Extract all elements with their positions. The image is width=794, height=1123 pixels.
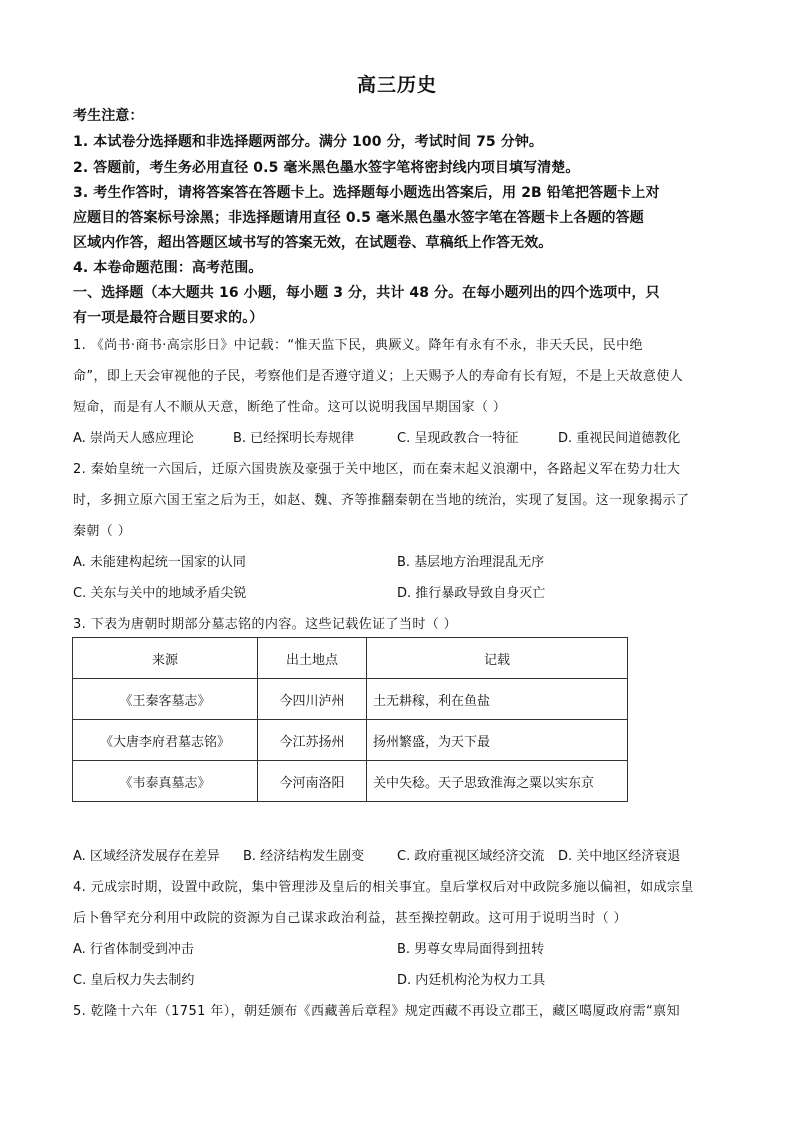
q4-option-a[interactable]: A. 行省体制受到冲击 [73,942,194,957]
q2-option-c[interactable]: C. 关东与关中的地域矛盾尖锐 [73,586,247,601]
table-cell: 关中失稔。天子思致淮海之粟以实东京 [367,761,628,802]
notice-item-1: 1. 本试卷分选择题和非选择题两部分。满分 100 分，考试时间 75 分钟。 [73,134,544,150]
q4-option-b[interactable]: B. 男尊女卑局面得到扭转 [397,942,545,957]
table-cell: 土无耕稼，利在鱼盐 [367,679,628,720]
table-header-cell: 出土地点 [258,638,367,679]
table-cell: 今四川泸州 [258,679,367,720]
table-cell: 《大唐李府君墓志铭》 [73,720,258,761]
q3-option-a[interactable]: A. 区域经济发展存在差异 [73,849,220,864]
q1-option-d[interactable]: D. 重视民间道德教化 [558,431,681,446]
q3-option-b[interactable]: B. 经济结构发生剧变 [243,849,365,864]
q1-option-a[interactable]: A. 崇尚天人感应理论 [73,431,194,446]
q2-stem-line-2: 时，多拥立原六国王室之后为王，如赵、魏、齐等推翻秦朝在当地的统治，实现了复国。这一现象揭示了 [73,493,690,508]
table-header-cell: 记载 [367,638,628,679]
section-heading-line-2: 有一项是最符合题目要求的。） [73,310,264,326]
q4-option-c[interactable]: C. 皇后权力失去制约 [73,973,195,988]
q3-stem: 3. 下表为唐朝时期部分墓志铭的内容。这些记载佐证了当时（ ） [73,617,458,632]
table-cell: 扬州繁盛，为天下最 [367,720,628,761]
table-header-row [73,638,628,679]
table-row [73,679,628,720]
table-cell: 《韦泰真墓志》 [73,761,258,802]
q1-stem-line-3: 短命，而是有人不顺从天意，断绝了性命。这可以说明我国早期国家（ ） [73,400,507,415]
notice-item-3-cont-1: 应题目的答案标号涂黑；非选择题请用直径 0.5 毫米黑色墨水签字笔在答题卡上各题的答题 [73,210,644,226]
notice-item-4: 4. 本卷命题范围：高考范围。 [73,260,263,276]
q1-stem-line-1: 1. 《尚书·商书·高宗肜日》中记载：“惟天监下民，典厥义。降年有永有不永，非天夭民，民中绝 [73,338,643,353]
q1-option-c[interactable]: C. 呈现政教合一特征 [397,431,519,446]
q3-option-d[interactable]: D. 关中地区经济衰退 [558,849,681,864]
q2-option-b[interactable]: B. 基层地方治理混乱无序 [397,555,545,570]
q2-stem-line-1: 2. 秦始皇统一六国后，迁原六国贵族及豪强于关中地区，而在秦末起义浪潮中，各路起义军在势力壮大 [73,462,681,477]
notice-item-2: 2. 答题前，考生务必用直径 0.5 毫米黑色墨水签字笔将密封线内项目填写清楚。 [73,160,580,176]
notice-item-3: 3. 考生作答时，请将答案答在答题卡上。选择题每小题选出答案后，用 2B 铅笔把答题卡上对 [73,185,660,201]
table-cell: 今河南洛阳 [258,761,367,802]
q1-option-b[interactable]: B. 已经探明长寿规律 [233,431,355,446]
table-cell: 《王秦客墓志》 [73,679,258,720]
q3-table [72,637,628,802]
q4-stem-line-2: 后卜鲁罕充分利用中政院的资源为自己谋求政治利益，甚至操控朝政。这可用于说明当时（ ） [73,911,627,926]
table-row [73,720,628,761]
notice-heading: 考生注意： [73,108,144,124]
q5-stem-line-1: 5. 乾隆十六年（1751 年），朝廷颁布《西藏善后章程》规定西藏不再设立郡王，藏区噶厦政府需“禀知 [73,1004,680,1019]
notice-item-3-cont-2: 区域内作答，超出答题区域书写的答案无效，在试题卷、草稿纸上作答无效。 [73,235,553,251]
q1-stem-line-2: 命”，即上天会审视他的子民，考察他们是否遵守道义；上天赐予人的寿命有长有短，不是上天故意使人 [73,369,684,384]
q2-option-a[interactable]: A. 未能建构起统一国家的认同 [73,555,246,570]
table-cell: 今江苏扬州 [258,720,367,761]
table-row [73,761,628,802]
q2-option-d[interactable]: D. 推行暴政导致自身灭亡 [397,586,546,601]
q4-option-d[interactable]: D. 内廷机构沦为权力工具 [397,973,546,988]
table-header-cell: 来源 [73,638,258,679]
q3-option-c[interactable]: C. 政府重视区域经济交流 [397,849,545,864]
q4-stem-line-1: 4. 元成宗时期，设置中政院，集中管理涉及皇后的相关事宜。皇后掌权后对中政院多施以偏袒，如成宗皇 [73,880,694,895]
page-title: 高三历史 [356,74,437,96]
section-heading-line-1: 一、选择题（本大题共 16 小题，每小题 3 分，共计 48 分。在每小题列出的四个选项中，只 [73,285,660,301]
q2-stem-line-3: 秦朝（ ） [73,524,132,539]
